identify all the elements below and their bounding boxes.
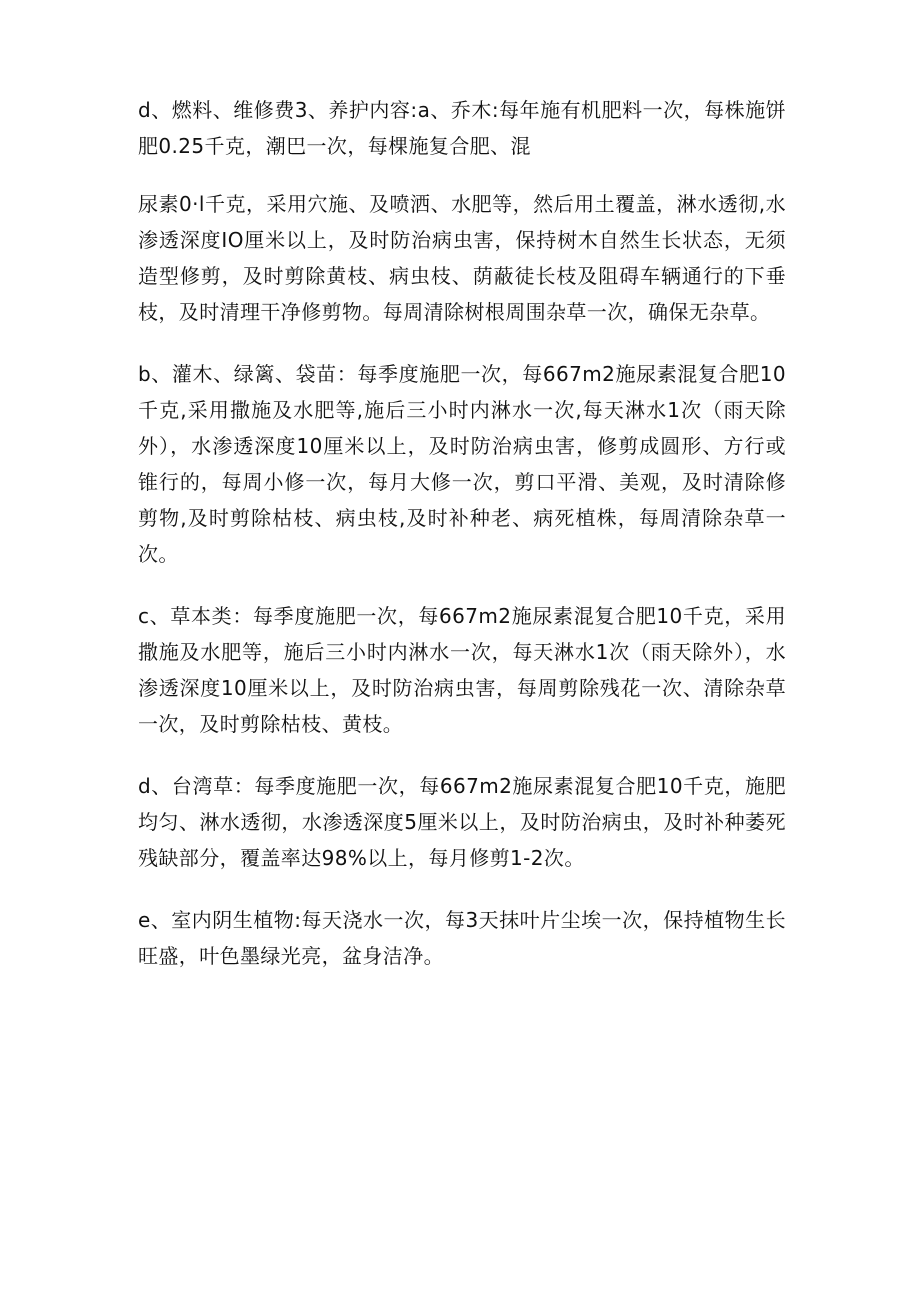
paragraph-indoor-plants: e、室内阴生植物:每天浇水一次，每3天抹叶片尘埃一次，保持植物生长旺盛，叶色墨绿光亮，盆身洁净。 <box>138 908 786 968</box>
paragraph-taiwan-grass: d、台湾草：每季度施肥一次，每667m2施尿素混复合肥10千克，施肥均匀、淋水透彻，水渗透深度5厘米以上，及时防治病虫，及时补种萎死残缺部分，覆盖率达98%以上，每月修剪1-2次。 <box>138 774 786 870</box>
paragraph-fuel-arbor: d、燃料、维修费3、养护内容:a、乔木:每年施有机肥料一次，每株施饼肥0.25千克，潮巴一次，每棵施复合肥、混 <box>138 98 786 158</box>
paragraph-shrubs-hedges: b、灌木、绿篱、袋苗：每季度施肥一次，每667m2施尿素混复合肥10千克,采用撒施及水肥等,施后三小时内淋水一次,每天淋水1次（雨天除外），水渗透深度10厘米以上，及时防治病虫害，修剪成圆形、方行或锥行的，每周小修一次，每月大修一次，剪口平滑、美观，及时清除修剪物,及时剪除枯枝、病虫枝,及时补种老、病死植株，每周清除杂草一次。 <box>138 362 786 566</box>
paragraph-herbaceous: c、草本类：每季度施肥一次，每667m2施尿素混复合肥10千克，采用撒施及水肥等，施后三小时内淋水一次，每天淋水1次（雨天除外），水渗透深度10厘米以上，及时防治病虫害，每周剪除残花一次、清除杂草一次，及时剪除枯枝、黄枝。 <box>138 604 786 736</box>
document-page <box>138 92 786 1000</box>
paragraph-urea-arbor-care: 尿素0·l千克，采用穴施、及喷洒、水肥等，然后用土覆盖，淋水透彻,水渗透深度IO厘米以上，及时防治病虫害，保持树木自然生长状态，无须造型修剪，及时剪除黄枝、病虫枝、荫蔽徒长枝及阻碍车辆通行的下垂枝，及时清理干净修剪物。每周清除树根周围杂草一次，确保无杂草。 <box>138 192 786 324</box>
